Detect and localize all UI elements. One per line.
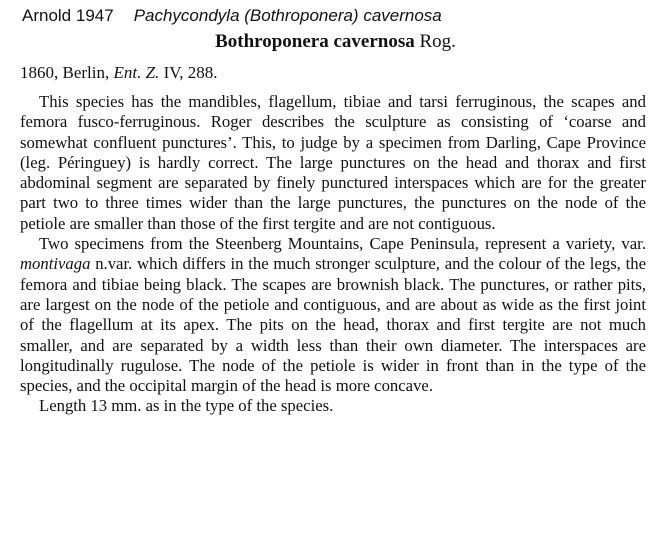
paragraph-species-description: This species has the mandibles, flagellum, tibiae and tarsi ferruginous, the scapes and femora fusco-ferruginous. Roger describes the sculpture as consisting of ‘coarse and somewhat confluent punctures’. This, to judge by a specimen from Darling, Cape Province (leg. Péringuey) is hardly correct. The large punctures on the head and thorax and first abdominal segment are separated by finely punctured interspaces which are for the greater part two to three times wider than the large punctures, the punctures on the node of the petiole are smaller than those of the first tergite and are not contiguous. xyxy=(20,92,646,233)
citation-prefix: 1860, Berlin, xyxy=(20,63,114,82)
paragraph-length: Length 13 mm. as in the type of the species. xyxy=(39,396,334,416)
species-name: Bothroponera cavernosa xyxy=(215,31,415,52)
description-body xyxy=(20,92,646,417)
taxon-name: Pachycondyla (Bothroponera) cavernosa xyxy=(133,6,442,25)
variety-text-end: n.var. which differs in the much stronger sculpture, and the colour of the legs, the femora and tibiae being black. The scapes are brownish black. The punctures, or rather pits, are largest on the node of the petiole and contiguous, and are about as wide as the first joint of the flagellum at its apex. The pits on the head, thorax and first tergite are not much smaller, and are separated by a width less than their own diameter. The interspaces are longitudinally rugulose. The node of the petiole is wider in front than in the type of the species, and the occipital margin of the head is more concave. xyxy=(20,254,646,396)
species-title xyxy=(0,30,671,54)
citation-suffix: IV, 288. xyxy=(159,63,218,82)
species-author: Rog. xyxy=(419,31,456,52)
paragraph-variety-description xyxy=(20,234,646,396)
variety-text-start: Two specimens from the Steenberg Mountains, Cape Peninsula, represent a variety, var. xyxy=(39,234,646,254)
variety-name: montivaga xyxy=(20,254,91,274)
page-header xyxy=(22,5,662,27)
citation-journal: Ent. Z. xyxy=(113,63,160,82)
citation-line xyxy=(20,62,218,84)
source-reference: Arnold 1947 xyxy=(22,6,114,25)
